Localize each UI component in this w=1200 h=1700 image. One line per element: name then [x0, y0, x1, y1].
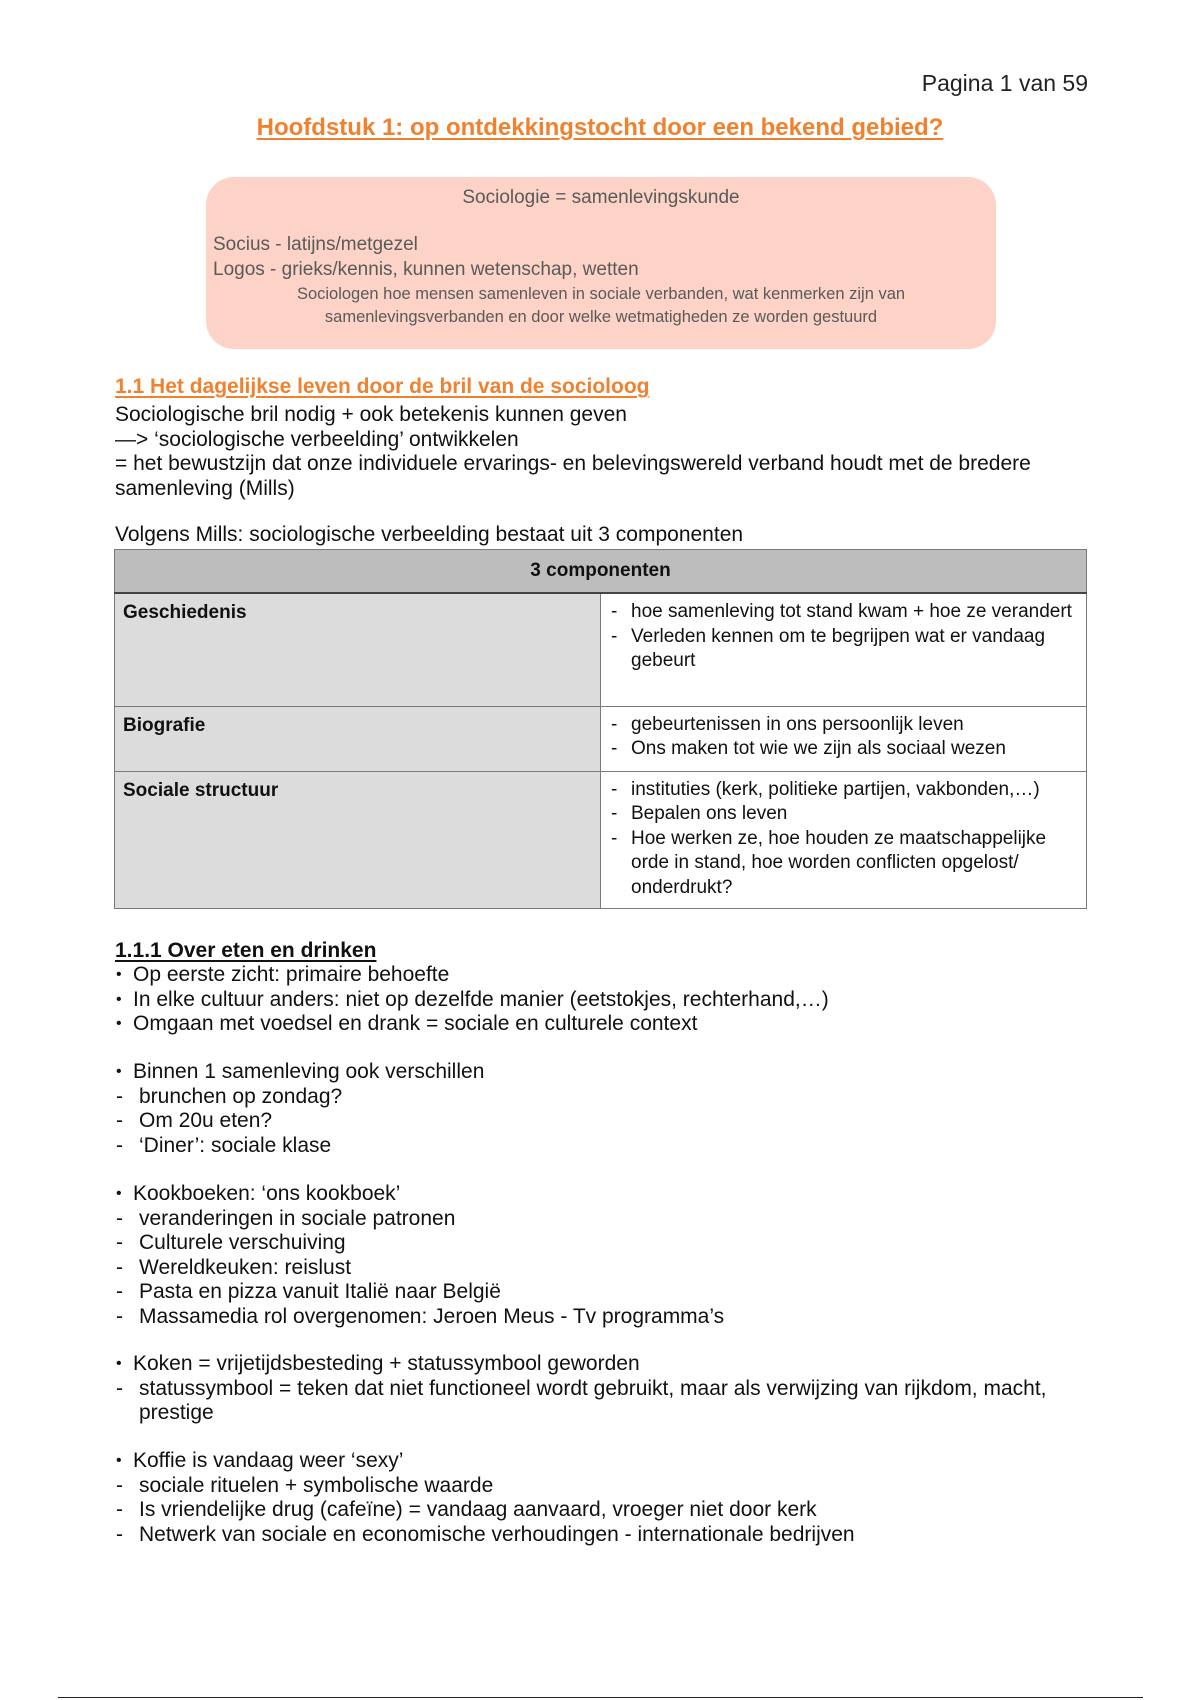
mills-line: Volgens Mills: sociologische verbeelding bestaat uit 3 componenten [115, 523, 744, 546]
list-item: - Pasta en pizza vanuit Italië naar België [115, 1280, 1075, 1305]
row-items [601, 771, 1087, 908]
list-item: • Koken = vrijetijdsbesteding + statussymbool geworden [115, 1352, 1075, 1377]
row-label: Sociale structuur [115, 771, 601, 908]
list-item: - gebeurtenissen in ons persoonlijk leven [611, 713, 1076, 738]
intro-line: —> ‘sociologische verbeelding’ ontwikkelen [115, 427, 519, 451]
list-group-4 [115, 1352, 1075, 1426]
definition-line-socius: Socius - latijns/metgezel [213, 234, 418, 255]
intro-line: Sociologische bril nodig + ook betekenis kunnen geven [115, 403, 627, 426]
list-group-5 [115, 1449, 1075, 1547]
list-item: • In elke cultuur anders: niet op dezelfde manier (eetstokjes, rechterhand,…) [115, 988, 1075, 1013]
list-item: • Op eerste zicht: primaire behoefte [115, 963, 1075, 988]
list-item: - veranderingen in sociale patronen [115, 1207, 1075, 1232]
page-number: Pagina 1 van 59 [921, 70, 1088, 96]
list-item: - ‘Diner’: sociale klase [115, 1134, 1075, 1159]
list-item: - brunchen op zondag? [115, 1085, 1075, 1110]
section-intro [115, 403, 1075, 501]
components-table [114, 549, 1087, 909]
list-item: - Netwerk van sociale en economische verhoudingen - internationale bedrijven [115, 1523, 1075, 1548]
table-row [115, 593, 1087, 706]
list-item: • Koffie is vandaag weer ‘sexy’ [115, 1449, 1075, 1474]
definition-line-logos: Logos - grieks/kennis, kunnen wetenschap, wetten [213, 259, 639, 280]
list-item: • Omgaan met voedsel en drank = sociale en culturele context [115, 1012, 1075, 1037]
list-item: • Kookboeken: ‘ons kookboek’ [115, 1182, 1075, 1207]
table-row [115, 771, 1087, 908]
list-group-1 [115, 963, 1075, 1037]
list-item: - Bepalen ons leven [611, 802, 1076, 827]
footer-divider [58, 1697, 1143, 1698]
list-item: - Massamedia rol overgenomen: Jeroen Meus - Tv programma’s [115, 1305, 1075, 1330]
list-item: - instituties (kerk, politieke partijen, vakbonden,…) [611, 778, 1076, 803]
list-item: - Om 20u eten? [115, 1109, 1075, 1134]
list-item: - Is vriendelijke drug (cafeïne) = vandaag aanvaard, vroeger niet door kerk [115, 1498, 1075, 1523]
list-item: - sociale rituelen + symbolische waarde [115, 1474, 1075, 1499]
list-group-3 [115, 1182, 1075, 1329]
row-items [601, 706, 1087, 771]
list-item: - Hoe werken ze, hoe houden ze maatschappelijke orde in stand, hoe worden conflicten opgelost/ onderdrukt? [611, 827, 1076, 901]
list-item: - hoe samenleving tot stand kwam + hoe ze verandert [611, 600, 1076, 625]
list-item: - Wereldkeuken: reislust [115, 1256, 1075, 1281]
definition-box [206, 177, 996, 349]
row-items [601, 593, 1087, 706]
table-header: 3 componenten [115, 550, 1087, 594]
definition-note: Sociologen hoe mensen samenleven in sociale verbanden, wat kenmerken zijn van samenlevingsverbanden en door welke wetmatigheden ze worden gestuurd [296, 285, 906, 326]
list-group-2 [115, 1060, 1075, 1158]
row-label: Geschiedenis [115, 593, 601, 706]
list-item: - statussymbool = teken dat niet functioneel wordt gebruikt, maar als verwijzing van rijkdom, macht, prestige [115, 1377, 1075, 1426]
list-item: - Culturele verschuiving [115, 1231, 1075, 1256]
table-row [115, 706, 1087, 771]
chapter-title: Hoofdstuk 1: op ontdekkingstocht door een bekend gebied? [256, 114, 944, 141]
intro-line: = het bewustzijn dat onze individuele ervarings- en belevingswereld verband houdt met de bredere samenleving (Mills) [115, 452, 1031, 500]
section-title-1-1: 1.1 Het dagelijkse leven door de bril van de socioloog [115, 375, 650, 398]
row-label: Biografie [115, 706, 601, 771]
list-item: • Binnen 1 samenleving ook verschillen [115, 1060, 1075, 1085]
list-item: - Verleden kennen om te begrijpen wat er vandaag gebeurt [611, 625, 1076, 674]
list-item: - Ons maken tot wie we zijn als sociaal wezen [611, 737, 1076, 762]
section-title-1-1-1: 1.1.1 Over eten en drinken [115, 939, 377, 962]
definition-heading: Sociologie = samenlevingskunde [462, 187, 740, 208]
